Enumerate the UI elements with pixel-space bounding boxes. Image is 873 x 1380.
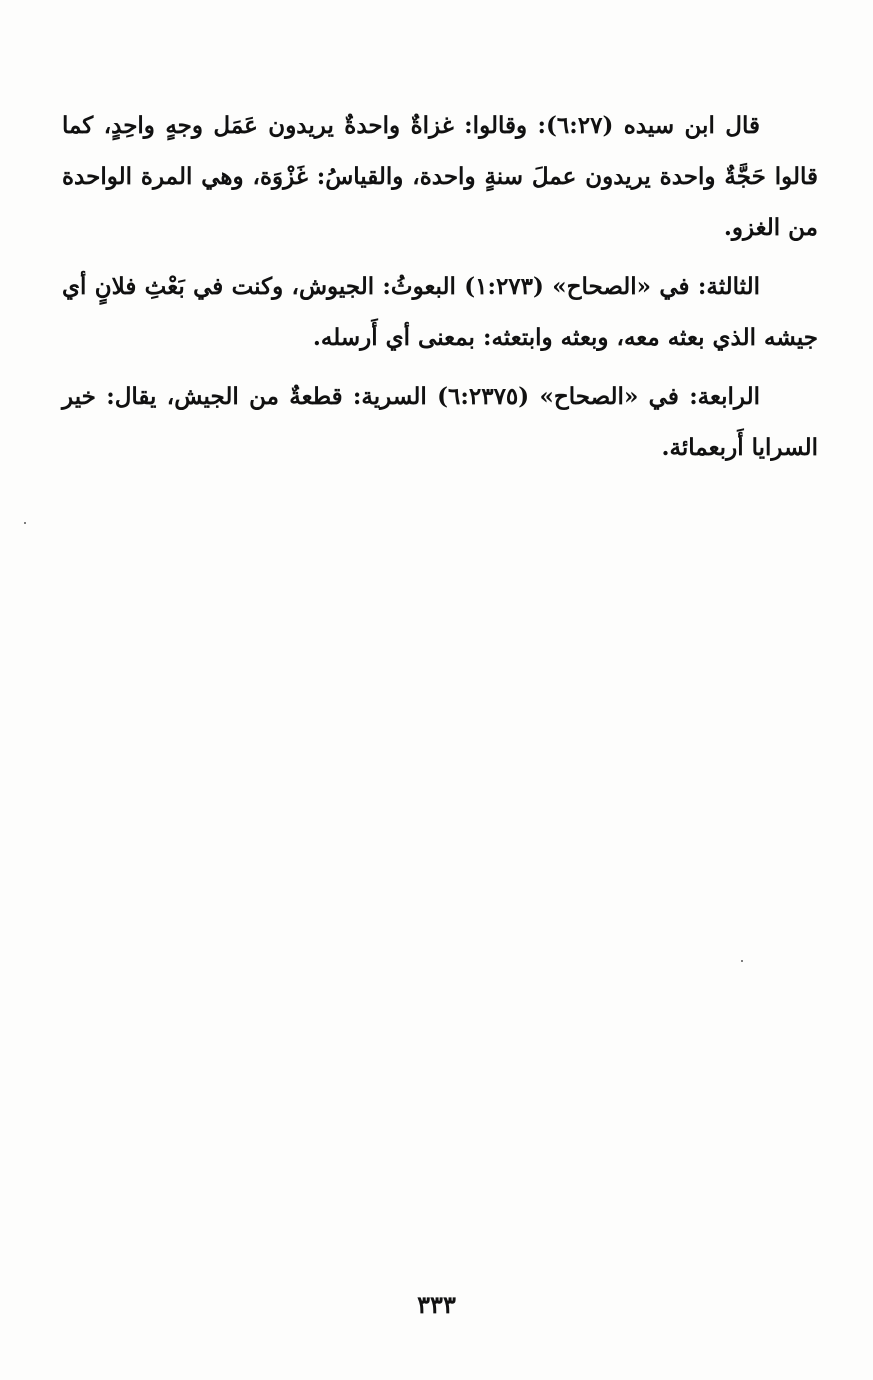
page-number: ٣٣٣ bbox=[417, 1290, 456, 1319]
paragraph-third: الثالثة: في «الصحاح» (١:٢٧٣) البعوثُ: الجيوش، وكنت في بَعْثِ فلانٍ أي جيشه الذي بعثه معه، وبعثه وابتعثه: بمعنى أي أَرسله. bbox=[62, 273, 818, 351]
body-text bbox=[62, 100, 818, 481]
scan-speck bbox=[24, 522, 26, 524]
paragraph-fourth: الرابعة: في «الصحاح» (٦:٢٣٧٥) السرية: قطعةٌ من الجيش، يقال: خير السرايا أَربعمائة. bbox=[62, 383, 818, 461]
paragraph-ibn-sidah: قال ابن سيده (٦:٢٧): وقالوا: غزاةٌ واحدةٌ يريدون عَمَل وجهٍ واحِدٍ، كما قالوا حَجَّةٌ واحدة يريدون عملَ سنةٍ واحدة، والقياسُ: غَزْوَة، وهي المرة الواحدة من الغزو. bbox=[62, 112, 818, 241]
scan-speck bbox=[741, 960, 743, 962]
